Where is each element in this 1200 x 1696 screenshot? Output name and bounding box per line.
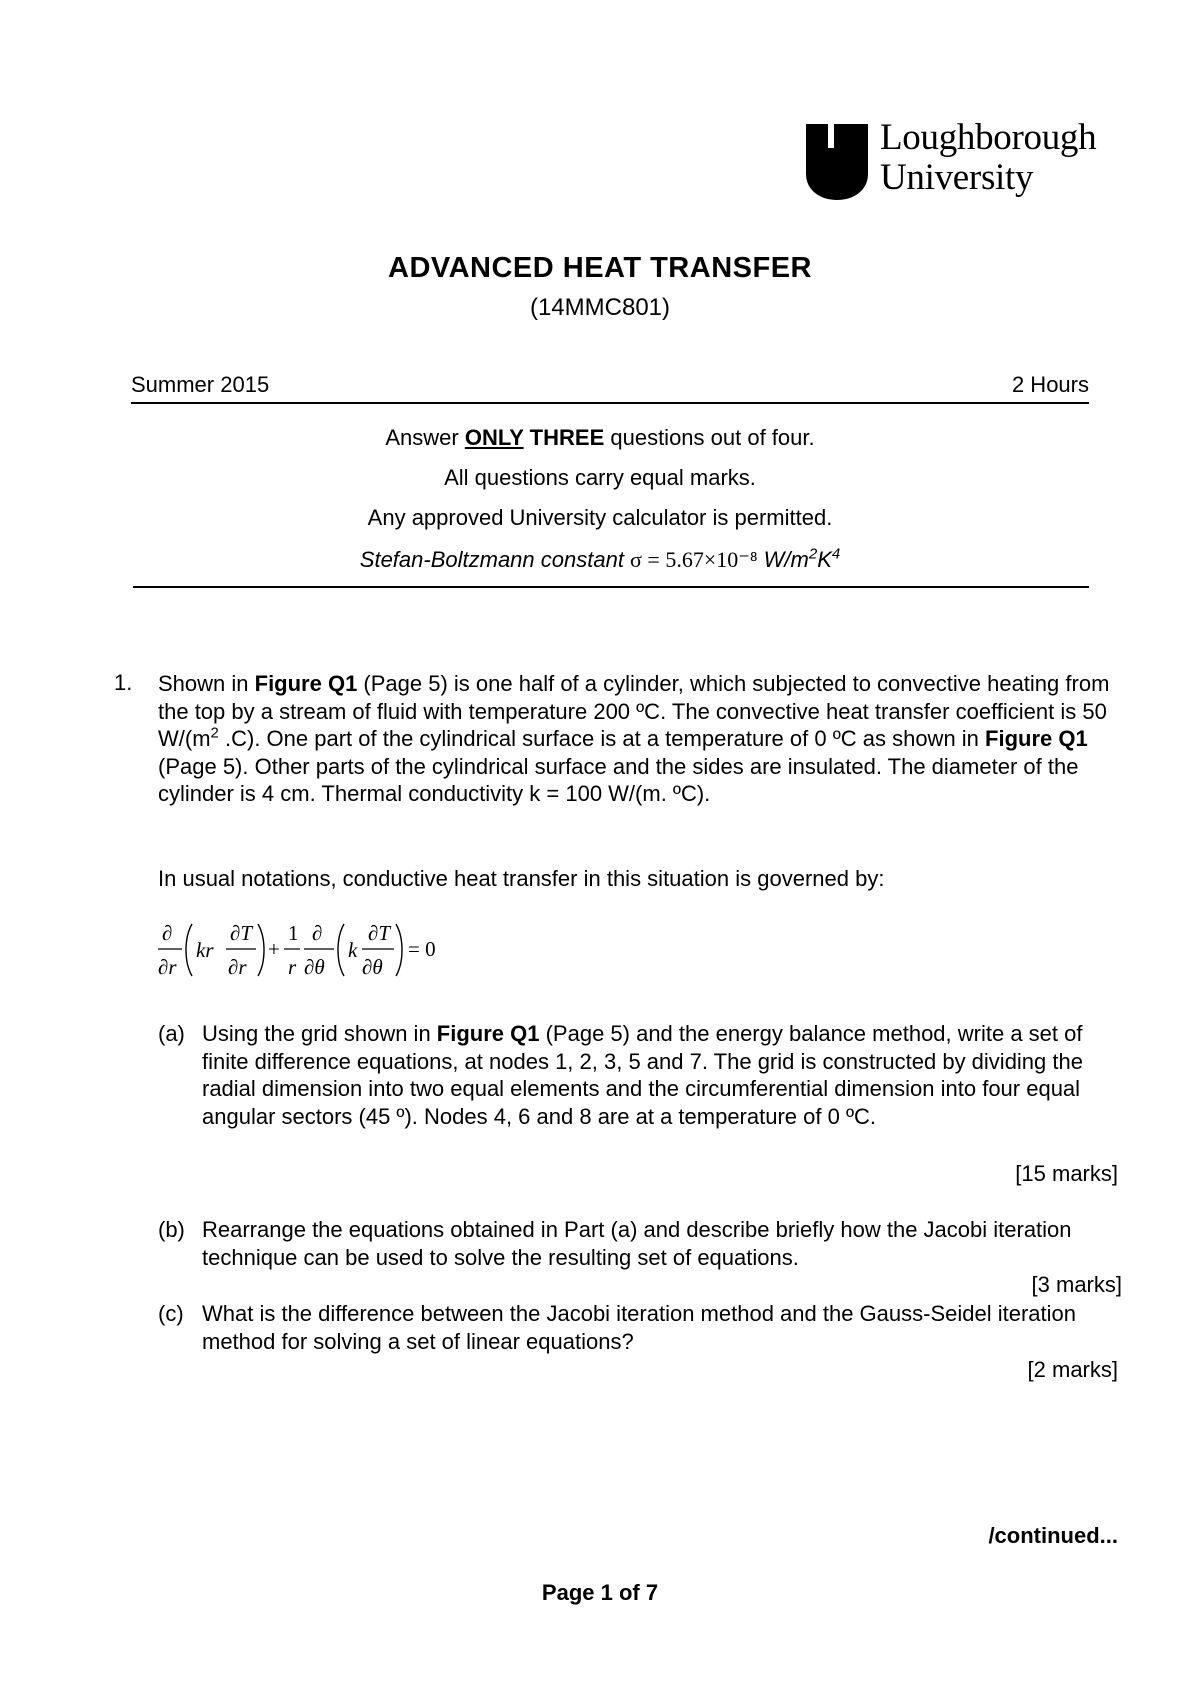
part-a-label: (a) (158, 1021, 185, 1046)
eq-partial-t: ∂T (230, 921, 253, 945)
part-c-label: (c) (158, 1301, 184, 1326)
loughborough-shield-icon (806, 124, 876, 200)
constant-unit-k: K (817, 547, 832, 572)
instruction-only: ONLY (464, 425, 524, 450)
q1-text-c: .C). One part of the cylindrical surface is at a temperature of 0 ºC as shown in (218, 726, 986, 751)
question-number: 1. (114, 670, 133, 695)
instruction-answer-post: questions out of four. (604, 425, 815, 450)
continued-note: /continued... (988, 1523, 1118, 1548)
instruction-answer-pre: Answer (385, 425, 465, 450)
part-b-label: (b) (158, 1217, 185, 1242)
eq-plus: + (268, 937, 280, 961)
eq-partial: ∂ (162, 921, 173, 945)
header-rule-bottom (133, 586, 1089, 588)
instruction-constant (0, 547, 1200, 573)
eq-partial-2: ∂ (312, 921, 323, 945)
q1-sup: 2 (210, 724, 219, 742)
instruction-calculator: Any approved University calculator is permitted. (367, 505, 833, 530)
part-b-text (202, 1216, 1122, 1299)
part-c-marks: [2 marks] (1027, 1357, 1118, 1382)
eq-equals-zero: = 0 (408, 937, 436, 961)
eq-partial-r: ∂r (158, 955, 177, 979)
question-1-paragraph (158, 670, 1118, 808)
q1-text-b: (Page 5) is one half of a cylinder, which subjected to convective heating from the top by a stream of fluid with temperature 200 ºC. The convective heat transfer coefficient is 50 W/(m (158, 671, 1110, 751)
constant-label: Stefan-Boltzmann constant (359, 547, 631, 572)
figure-ref: Figure Q1 (254, 671, 358, 696)
logo-line-1: Loughborough (880, 117, 1097, 158)
q1-text-a: Shown in (158, 671, 255, 696)
eq-partial-r-2: ∂r (228, 955, 247, 979)
logo-wordmark (880, 118, 1096, 198)
part-c-text: What is the difference between the Jacobi iteration method and the Gauss-Seidel iteration method for solving a set of linear equations? (202, 1301, 1077, 1354)
figure-ref: Figure Q1 (436, 1021, 540, 1046)
header-rule-top (131, 402, 1089, 404)
instruction-three: THREE (523, 425, 605, 450)
eq-partial-theta-2: ∂θ (362, 955, 383, 979)
eq-partial-theta: ∂θ (304, 955, 325, 979)
part-a-marks: [15 marks] (1015, 1161, 1118, 1186)
part-a-text-a: Using the grid shown in (202, 1021, 437, 1046)
instruction-equal-marks: All questions carry equal marks. (444, 465, 756, 490)
eq-one: 1 (288, 921, 299, 945)
part-a-text (202, 1020, 1122, 1130)
page-number: Page 1 of 7 (541, 1580, 659, 1605)
constant-unit-sup-4: 4 (831, 545, 841, 563)
part-a-text-b: (Page 5) and the energy balance method, write a set of finite difference equations, at nodes 1, 2, 3, 5 and 7. The grid is constructed by dividing the radial dimension into two equal elements and the circumferential dimension into four equal angular sectors (45 º). Nodes 4, 6 and 8 are at a temperature of 0 ºC. (202, 1021, 1083, 1129)
constant-unit-sup-2: 2 (808, 545, 818, 563)
part-b-marks: [3 marks] (1031, 1272, 1122, 1297)
eq-partial-t-2: ∂T (368, 921, 391, 945)
exam-session: Summer 2015 (131, 372, 270, 397)
eq-r: r (288, 955, 297, 979)
university-logo (806, 117, 1136, 200)
governing-equation-intro: In usual notations, conductive heat transfer in this situation is governed by: (158, 866, 885, 891)
constant-unit-w: W/m (757, 547, 809, 572)
eq-kr: kr (196, 938, 214, 962)
exam-title: ADVANCED HEAT TRANSFER (388, 252, 812, 284)
module-code: (14MMC801) (529, 294, 671, 321)
constant-formula: σ = 5.67×10⁻⁸ (630, 547, 758, 572)
figure-ref: Figure Q1 (985, 726, 1088, 751)
part-b-body: Rearrange the equations obtained in Part (a) and describe briefly how the Jacobi iteration technique can be used to solve the resulting set of equations. (202, 1217, 1072, 1270)
instruction-answer (0, 425, 1200, 451)
q1-text-d: (Page 5). Other parts of the cylindrical surface and the sides are insulated. The diameter of the cylinder is 4 cm. Thermal conductivity k = 100 W/(m. ºC). (158, 753, 1079, 806)
logo-line-2: University (880, 157, 1034, 198)
governing-equation (158, 918, 458, 996)
eq-k: k (348, 938, 358, 962)
exam-duration: 2 Hours (1011, 372, 1089, 397)
